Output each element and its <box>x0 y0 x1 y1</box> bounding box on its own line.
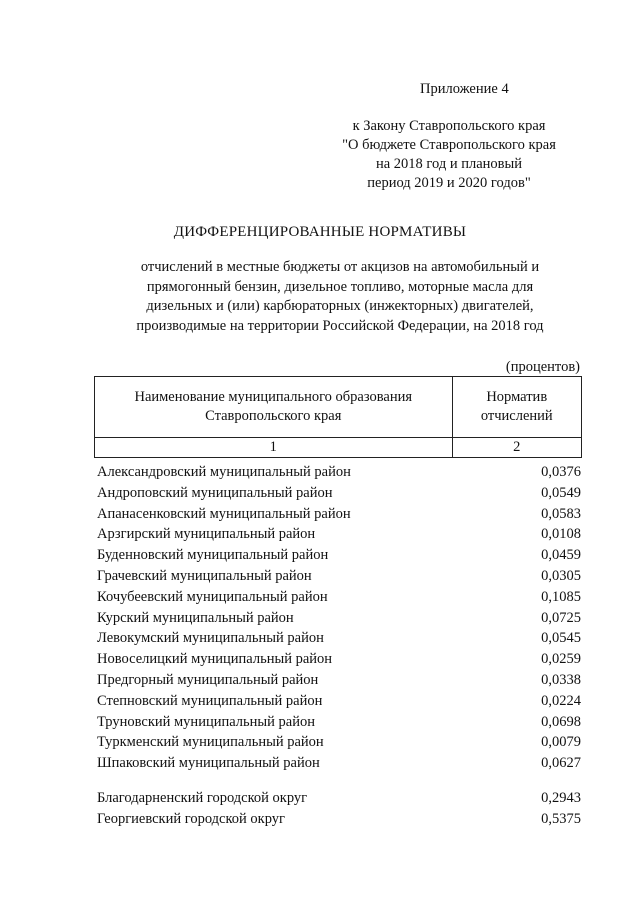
header-name-line: Ставропольского края <box>205 408 342 424</box>
row-value: 0,0305 <box>541 567 581 584</box>
table-row <box>97 545 581 566</box>
okrug-list <box>97 788 581 830</box>
row-name: Туркменский муниципальный район <box>97 734 324 751</box>
row-name: Андроповский муниципальный район <box>97 484 333 501</box>
units-label: (процентов) <box>505 359 580 375</box>
law-reference-line: период 2019 и 2020 годов" <box>367 175 531 191</box>
row-value: 0,0459 <box>541 547 581 564</box>
table-header <box>94 376 582 458</box>
row-value: 0,0338 <box>541 671 581 688</box>
row-name: Георгиевский городской округ <box>97 810 285 827</box>
row-value: 0,5375 <box>541 810 581 827</box>
row-name: Предгорный муниципальный район <box>97 671 319 688</box>
row-value: 0,2943 <box>541 790 581 806</box>
row-value: 0,0259 <box>541 651 581 668</box>
table-row <box>97 524 581 545</box>
column-number-2: 2 <box>452 438 582 458</box>
row-name: Курский муниципальный район <box>97 609 294 626</box>
row-value: 0,0079 <box>541 734 581 751</box>
row-name: Труновский муниципальный район <box>97 713 315 730</box>
row-value: 0,0627 <box>541 755 581 772</box>
subtitle-line: дизельных и (или) карбюраторных (инжекторных) двигателей, <box>146 298 534 314</box>
table-row <box>97 788 581 809</box>
header-name-column <box>95 377 453 438</box>
row-name: Левокумский муниципальный район <box>97 630 324 647</box>
table-row <box>97 566 581 587</box>
table-row <box>97 753 581 774</box>
law-reference <box>320 117 578 193</box>
row-value: 0,1085 <box>541 588 581 605</box>
table-row <box>97 483 581 504</box>
row-name: Буденновский муниципальный район <box>97 547 329 564</box>
header-name-line: Наименование муниципального образования <box>134 389 413 405</box>
row-value: 0,0583 <box>541 505 581 522</box>
table-row <box>97 670 581 691</box>
subtitle-line: отчислений в местные бюджеты от акцизов на автомобильный и <box>140 259 540 275</box>
table-row <box>97 587 581 608</box>
document-subtitle <box>95 258 585 336</box>
header-norm-line: Норматив <box>486 389 548 405</box>
row-name: Шпаковский муниципальный район <box>97 755 320 772</box>
row-value: 0,0725 <box>541 609 581 626</box>
district-list <box>97 462 581 774</box>
row-name: Арзгирский муниципальный район <box>97 526 316 543</box>
table-row <box>97 712 581 733</box>
row-value: 0,0108 <box>541 526 581 543</box>
law-reference-line: на 2018 год и плановый <box>375 156 523 172</box>
table-row <box>97 462 581 483</box>
table-row <box>97 504 581 525</box>
table-row <box>97 628 581 649</box>
table-row <box>97 649 581 670</box>
row-name: Благодарненский городской округ <box>97 790 308 806</box>
row-name: Кочубеевский муниципальный район <box>97 588 328 605</box>
row-name: Степновский муниципальный район <box>97 692 323 709</box>
row-name: Александровский муниципальный район <box>97 464 351 480</box>
subtitle-line: прямогонный бензин, дизельное топливо, моторные масла для <box>146 278 534 295</box>
table-row <box>97 809 581 830</box>
row-name: Грачевский муниципальный район <box>97 567 312 584</box>
law-reference-line: "О бюджете Ставропольского края <box>342 137 556 153</box>
row-name: Апанасенковский муниципальный район <box>97 505 351 522</box>
row-name: Новоселицкий муниципальный район <box>97 651 333 668</box>
subtitle-line: производимые на территории Российской Федерации, на 2018 год <box>136 317 544 334</box>
table-row <box>97 691 581 712</box>
row-value: 0,0224 <box>541 692 581 709</box>
header-norm-column <box>452 377 582 438</box>
row-value: 0,0698 <box>541 713 581 730</box>
document-title: ДИФФЕРЕНЦИРОВАННЫЕ НОРМАТИВЫ <box>173 224 467 240</box>
header-norm-line: отчислений <box>480 408 553 424</box>
appendix-label: Приложение 4 <box>420 81 509 97</box>
row-value: 0,0376 <box>541 464 581 480</box>
row-value: 0,0545 <box>541 630 581 647</box>
column-number-1: 1 <box>95 438 453 458</box>
law-reference-line: к Закону Ставропольского края <box>352 118 546 134</box>
table-row <box>97 732 581 753</box>
table-row <box>97 608 581 629</box>
row-value: 0,0549 <box>541 484 581 501</box>
